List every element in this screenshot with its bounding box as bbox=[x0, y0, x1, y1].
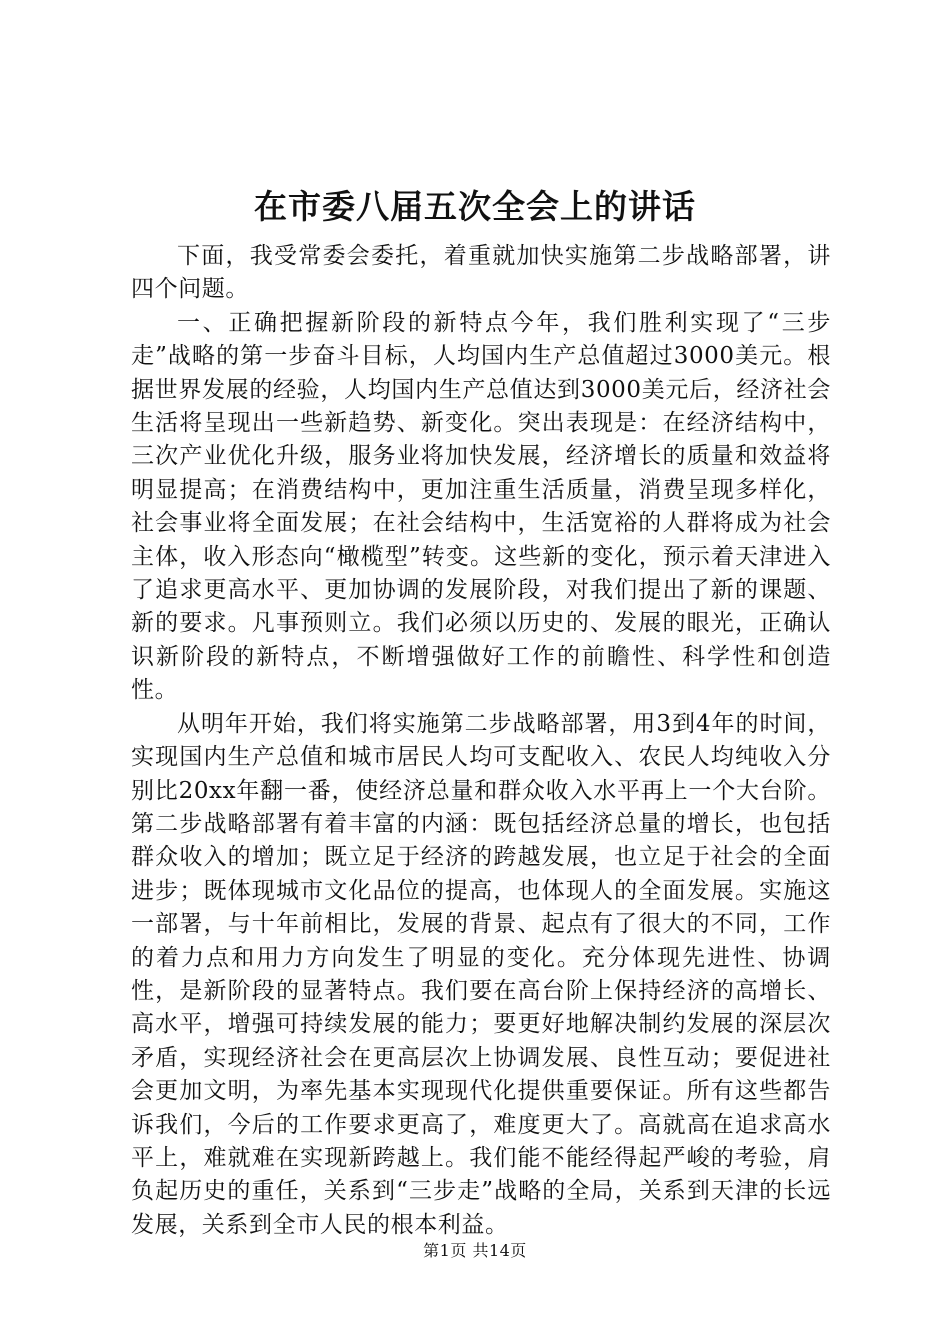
document-body bbox=[131, 240, 831, 1242]
paragraph-second-step: 从明年开始，我们将实施第二步战略部署，用3到4年的时间，实现国内生产总值和城市居民人均可支配收入、农民人均纯收入分别比20xx年翻一番，使经济总量和群众收入水平再上一个大台阶。第二步战略部署有着丰富的内涵：既包括经济总量的增长，也包括群众收入的增加；既立足于经济的跨越发展，也立足于社会的全面进步；既体现城市文化品位的提高，也体现人的全面发展。实施这一部署，与十年前相比，发展的背景、起点有了很大的不同，工作的着力点和用力方向发生了明显的变化。充分体现先进性、协调性，是新阶段的显著特点。我们要在高台阶上保持经济的高增长、高水平，增强可持续发展的能力；要更好地解决制约发展的深层次矛盾，实现经济社会在更高层次上协调发展、良性互动；要促进社会更加文明，为率先基本实现现代化提供重要保证。所有这些都告诉我们，今后的工作要求更高了，难度更大了。高就高在追求高水平上，难就难在实现新跨越上。我们能不能经得起严峻的考验，肩负起历史的重任，关系到“三步走”战略的全局，关系到天津的长远发展，关系到全市人民的根本利益。 bbox=[131, 710, 831, 1238]
document-title: 在市委八届五次全会上的讲话 bbox=[254, 187, 696, 226]
paragraph-intro: 下面，我受常委会委托，着重就加快实施第二步战略部署，讲四个问题。 bbox=[131, 243, 831, 303]
paragraph-section-one: 一、正确把握新阶段的新特点今年，我们胜利实现了“三步走”战略的第一步奋斗目标，人均国内生产总值超过3000美元。根据世界发展的经验，人均国内生产总值达到3000美元后，经济社会生活将呈现出一些新趋势、新变化。突出表现是：在经济结构中，三次产业优化升级，服务业将加快发展，经济增长的质量和效益将明显提高；在消费结构中，更加注重生活质量，消费呈现多样化，社会事业将全面发展；在社会结构中，生活宽裕的人群将成为社会主体，收入形态向“橄榄型”转变。这些新的变化，预示着天津进入了追求更高水平、更加协调的发展阶段，对我们提出了新的课题、新的要求。凡事预则立。我们必须以历史的、发展的眼光，正确认识新阶段的新特点，不断增强做好工作的前瞻性、科学性和创造性。 bbox=[131, 309, 831, 704]
page-number-footer: 第1页 共14页 bbox=[423, 1241, 527, 1260]
